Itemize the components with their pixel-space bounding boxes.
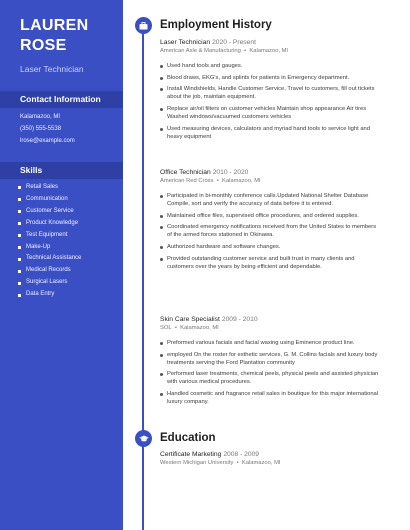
skill-item: Retail Sales — [18, 182, 81, 194]
job-company: American Axle & Manufacturing • Kalamazoo, MI — [160, 48, 289, 54]
job-company: American Red Cross • Kalamazoo, MI — [160, 178, 261, 184]
job-bullets — [160, 339, 382, 406]
job-bullets — [160, 192, 382, 271]
list-item: Blood draws, EKG's, and splints for patients in Emergency department. — [160, 74, 382, 82]
bullet-icon — [18, 198, 21, 201]
skill-item: Customer Service — [18, 206, 81, 218]
list-item: Replace air/oil filters on customer vehicles Maintain shop appearance Air tires Washed windows/vacuumed customers vehicles — [160, 105, 382, 121]
job-title: Skin Care Specialist 2009 - 2010 — [160, 316, 258, 323]
sidebar — [0, 0, 123, 530]
bullet-icon — [18, 234, 21, 237]
list-item: Maintained office files, supervised office procedures, and ordered supplies. — [160, 212, 382, 220]
contact-phone: (350) 555-5538 — [20, 126, 62, 132]
job-company: SOL • Kalamazoo, MI — [160, 325, 219, 331]
bullet-icon — [18, 282, 21, 285]
job-title: Office Technician 2010 - 2020 — [160, 169, 249, 176]
education-heading: Education — [160, 432, 216, 444]
skill-item: Medical Records — [18, 265, 81, 277]
contact-location: Kalamazoo, MI — [20, 114, 61, 120]
employment-heading: Employment History — [160, 19, 272, 31]
skill-item: Test Equipment — [18, 230, 81, 242]
name-line-1: LAUREN — [20, 17, 89, 34]
list-item: Coordinated emergency notifications received from the United States to members of the armed forces stationed in Okinawa. — [160, 223, 382, 239]
list-item: Handled cosmetic and fragrance retail sales in boutique for this major international luxury company. — [160, 390, 382, 406]
candidate-role: Laser Technician — [20, 64, 84, 74]
job-bullets — [160, 62, 382, 141]
degree-title: Certificate Marketing 2008 - 2009 — [160, 451, 260, 458]
bullet-icon — [18, 258, 21, 261]
skill-item: Technical Assistance — [18, 253, 81, 265]
list-item: Used measuring devices, calculators and myriad hand tools to service light and heavy equipment — [160, 125, 382, 141]
skill-item: Product Knowledge — [18, 218, 81, 230]
bullet-icon — [18, 222, 21, 225]
skill-item: Data Entry — [18, 289, 81, 301]
list-item: Provided outstanding customer service and built trust in many clients and customers over the years by being efficient and dependable. — [160, 255, 382, 271]
skills-list — [18, 182, 81, 301]
bullet-icon — [18, 186, 21, 189]
bullet-icon — [18, 294, 21, 297]
timeline-line — [142, 28, 144, 530]
graduation-cap-icon — [135, 430, 152, 447]
contact-email[interactable]: lrose@example.com — [20, 138, 75, 144]
bullet-icon — [18, 270, 21, 273]
candidate-name — [20, 16, 88, 56]
list-item: Performed laser treatments, chemical peels, physical peels and assisted physician with various medical procedures. — [160, 370, 382, 386]
list-item: employed On the roster for esthetic services, G. M. Collins facials and luxury body treatments serving the Ford Plantation community — [160, 351, 382, 367]
list-item: Preformed various facials and facial waxing using Eminence product line. — [160, 339, 382, 347]
list-item: Used hand tools and gauges. — [160, 62, 382, 70]
contact-heading: Contact Information — [0, 91, 123, 108]
skills-heading: Skills — [0, 162, 123, 179]
list-item: Participated in bi-monthly conference calls.Updated National Shelter Database Compile, sort and verify the accuracy of data before it is entered. — [160, 192, 382, 208]
job-title: Laser Technician 2020 - Present — [160, 39, 256, 46]
school-name: Western Michigan University • Kalamazoo, MI — [160, 460, 281, 466]
list-item: Authorized hardware and software changes. — [160, 243, 382, 251]
skill-item: Surgical Lasers — [18, 277, 81, 289]
bullet-icon — [18, 210, 21, 213]
list-item: Install Windshields, Handle Customer Service, Travel to customers, fill out tickets about the job, maintain equipment. — [160, 85, 382, 101]
skill-item: Communication — [18, 194, 81, 206]
skill-item: Make-Up — [18, 242, 81, 254]
bullet-icon — [18, 246, 21, 249]
name-line-2: ROSE — [20, 37, 67, 54]
briefcase-icon — [135, 17, 152, 34]
